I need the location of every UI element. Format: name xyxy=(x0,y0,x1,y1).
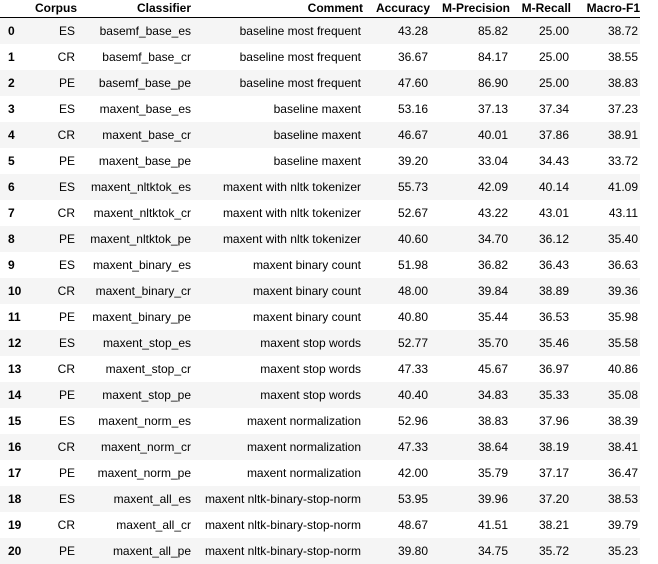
classifier-cell: maxent_all_pe xyxy=(79,538,193,564)
classifier-cell: maxent_binary_pe xyxy=(79,304,193,330)
classifier-cell: maxent_nltktok_es xyxy=(79,174,193,200)
m-precision-cell: 35.44 xyxy=(430,304,510,330)
classifier-cell: maxent_all_es xyxy=(79,486,193,512)
accuracy-cell: 53.16 xyxy=(363,96,430,122)
table-row xyxy=(0,278,640,304)
accuracy-cell: 39.80 xyxy=(363,538,430,564)
row-index: 14 xyxy=(0,382,35,408)
classifier-cell: maxent_nltktok_cr xyxy=(79,200,193,226)
table-row xyxy=(0,148,640,174)
accuracy-cell: 52.96 xyxy=(363,408,430,434)
m-precision-cell: 42.09 xyxy=(430,174,510,200)
table-row xyxy=(0,252,640,278)
m-precision-cell: 35.79 xyxy=(430,460,510,486)
corpus-cell: PE xyxy=(35,460,79,486)
macro-f1-cell: 43.11 xyxy=(571,200,640,226)
m-precision-cell: 43.22 xyxy=(430,200,510,226)
row-index: 19 xyxy=(0,512,35,538)
corpus-cell: CR xyxy=(35,278,79,304)
table-row xyxy=(0,434,640,460)
comment-cell: maxent stop words xyxy=(193,356,363,382)
classifier-cell: maxent_norm_cr xyxy=(79,434,193,460)
comment-cell: baseline most frequent xyxy=(193,44,363,70)
macro-f1-cell: 35.98 xyxy=(571,304,640,330)
accuracy-cell: 53.95 xyxy=(363,486,430,512)
comment-cell: baseline maxent xyxy=(193,122,363,148)
accuracy-cell: 48.67 xyxy=(363,512,430,538)
corpus-cell: PE xyxy=(35,148,79,174)
accuracy-cell: 43.28 xyxy=(363,18,430,45)
m-precision-cell: 34.70 xyxy=(430,226,510,252)
comment-cell: maxent nltk-binary-stop-norm xyxy=(193,486,363,512)
comment-cell: maxent with nltk tokenizer xyxy=(193,174,363,200)
comment-cell: maxent binary count xyxy=(193,278,363,304)
corpus-cell: CR xyxy=(35,122,79,148)
comment-cell: maxent nltk-binary-stop-norm xyxy=(193,538,363,564)
corpus-cell: ES xyxy=(35,18,79,45)
row-index: 16 xyxy=(0,434,35,460)
m-recall-cell: 37.86 xyxy=(510,122,571,148)
classifier-cell: basemf_base_cr xyxy=(79,44,193,70)
accuracy-cell: 39.20 xyxy=(363,148,430,174)
comment-cell: maxent nltk-binary-stop-norm xyxy=(193,512,363,538)
accuracy-cell: 42.00 xyxy=(363,460,430,486)
m-recall-cell: 40.14 xyxy=(510,174,571,200)
index-header xyxy=(0,0,35,18)
macro-f1-cell: 40.86 xyxy=(571,356,640,382)
table-row xyxy=(0,512,640,538)
m-precision-cell: 45.67 xyxy=(430,356,510,382)
corpus-cell: CR xyxy=(35,434,79,460)
row-index: 3 xyxy=(0,96,35,122)
macro-f1-cell: 35.58 xyxy=(571,330,640,356)
m-recall-cell: 37.34 xyxy=(510,96,571,122)
macro-f1-cell: 38.53 xyxy=(571,486,640,512)
table-row xyxy=(0,408,640,434)
corpus-cell: CR xyxy=(35,356,79,382)
classifier-cell: maxent_binary_es xyxy=(79,252,193,278)
m-recall-cell: 34.43 xyxy=(510,148,571,174)
corpus-cell: ES xyxy=(35,252,79,278)
row-index: 18 xyxy=(0,486,35,512)
comment-cell: maxent normalization xyxy=(193,434,363,460)
m-precision-cell: 38.83 xyxy=(430,408,510,434)
comment-cell: baseline most frequent xyxy=(193,18,363,45)
row-index: 0 xyxy=(0,18,35,45)
table-row xyxy=(0,226,640,252)
m-precision-cell: 37.13 xyxy=(430,96,510,122)
corpus-cell: ES xyxy=(35,96,79,122)
m-precision-header: M-Precision xyxy=(430,0,510,18)
m-recall-cell: 25.00 xyxy=(510,18,571,45)
macro-f1-cell: 38.41 xyxy=(571,434,640,460)
corpus-cell: PE xyxy=(35,538,79,564)
macro-f1-cell: 38.72 xyxy=(571,18,640,45)
accuracy-cell: 52.67 xyxy=(363,200,430,226)
classifier-cell: maxent_base_pe xyxy=(79,148,193,174)
m-precision-cell: 38.64 xyxy=(430,434,510,460)
comment-cell: maxent normalization xyxy=(193,408,363,434)
accuracy-cell: 48.00 xyxy=(363,278,430,304)
row-index: 12 xyxy=(0,330,35,356)
macro-f1-cell: 37.23 xyxy=(571,96,640,122)
row-index: 4 xyxy=(0,122,35,148)
table-row xyxy=(0,382,640,408)
table-row xyxy=(0,122,640,148)
corpus-cell: PE xyxy=(35,304,79,330)
table-row xyxy=(0,96,640,122)
classifier-cell: basemf_base_pe xyxy=(79,70,193,96)
table-row xyxy=(0,538,640,564)
corpus-cell: PE xyxy=(35,382,79,408)
macro-f1-cell: 38.83 xyxy=(571,70,640,96)
table-row xyxy=(0,304,640,330)
classifier-cell: maxent_norm_pe xyxy=(79,460,193,486)
accuracy-cell: 40.40 xyxy=(363,382,430,408)
comment-cell: maxent with nltk tokenizer xyxy=(193,200,363,226)
macro-f1-cell: 36.47 xyxy=(571,460,640,486)
corpus-cell: PE xyxy=(35,226,79,252)
m-recall-cell: 38.21 xyxy=(510,512,571,538)
accuracy-cell: 52.77 xyxy=(363,330,430,356)
m-recall-cell: 35.33 xyxy=(510,382,571,408)
comment-cell: maxent stop words xyxy=(193,330,363,356)
corpus-cell: ES xyxy=(35,486,79,512)
m-recall-header: M-Recall xyxy=(510,0,571,18)
accuracy-cell: 46.67 xyxy=(363,122,430,148)
macro-f1-cell: 38.55 xyxy=(571,44,640,70)
classifier-cell: maxent_binary_cr xyxy=(79,278,193,304)
table-row xyxy=(0,356,640,382)
m-precision-cell: 84.17 xyxy=(430,44,510,70)
accuracy-header: Accuracy xyxy=(363,0,430,18)
row-index: 17 xyxy=(0,460,35,486)
m-recall-cell: 38.19 xyxy=(510,434,571,460)
comment-header: Comment xyxy=(193,0,363,18)
table-body xyxy=(0,18,640,564)
accuracy-cell: 40.60 xyxy=(363,226,430,252)
accuracy-cell: 36.67 xyxy=(363,44,430,70)
m-precision-cell: 33.04 xyxy=(430,148,510,174)
m-recall-cell: 36.53 xyxy=(510,304,571,330)
corpus-cell: ES xyxy=(35,330,79,356)
macro-f1-cell: 38.91 xyxy=(571,122,640,148)
accuracy-cell: 47.60 xyxy=(363,70,430,96)
m-precision-cell: 36.82 xyxy=(430,252,510,278)
m-recall-cell: 43.01 xyxy=(510,200,571,226)
m-recall-cell: 37.96 xyxy=(510,408,571,434)
corpus-cell: CR xyxy=(35,512,79,538)
classifier-cell: maxent_stop_pe xyxy=(79,382,193,408)
m-precision-cell: 86.90 xyxy=(430,70,510,96)
row-index: 13 xyxy=(0,356,35,382)
row-index: 1 xyxy=(0,44,35,70)
comment-cell: maxent with nltk tokenizer xyxy=(193,226,363,252)
m-recall-cell: 36.97 xyxy=(510,356,571,382)
table-row xyxy=(0,330,640,356)
macro-f1-cell: 35.40 xyxy=(571,226,640,252)
table-row xyxy=(0,44,640,70)
m-precision-cell: 34.83 xyxy=(430,382,510,408)
m-recall-cell: 37.20 xyxy=(510,486,571,512)
row-index: 10 xyxy=(0,278,35,304)
comment-cell: baseline most frequent xyxy=(193,70,363,96)
m-recall-cell: 37.17 xyxy=(510,460,571,486)
m-recall-cell: 38.89 xyxy=(510,278,571,304)
m-precision-cell: 85.82 xyxy=(430,18,510,45)
m-recall-cell: 36.12 xyxy=(510,226,571,252)
accuracy-cell: 40.80 xyxy=(363,304,430,330)
m-precision-cell: 41.51 xyxy=(430,512,510,538)
m-recall-cell: 35.46 xyxy=(510,330,571,356)
table-row xyxy=(0,18,640,45)
m-precision-cell: 40.01 xyxy=(430,122,510,148)
row-index: 7 xyxy=(0,200,35,226)
row-index: 20 xyxy=(0,538,35,564)
row-index: 5 xyxy=(0,148,35,174)
classifier-cell: maxent_base_cr xyxy=(79,122,193,148)
row-index: 2 xyxy=(0,70,35,96)
comment-cell: maxent stop words xyxy=(193,382,363,408)
accuracy-cell: 51.98 xyxy=(363,252,430,278)
corpus-cell: CR xyxy=(35,200,79,226)
comment-cell: baseline maxent xyxy=(193,148,363,174)
classifier-cell: maxent_stop_cr xyxy=(79,356,193,382)
corpus-cell: ES xyxy=(35,408,79,434)
corpus-header: Corpus xyxy=(35,0,79,18)
macro-f1-cell: 35.08 xyxy=(571,382,640,408)
corpus-cell: PE xyxy=(35,70,79,96)
macro-f1-cell: 38.39 xyxy=(571,408,640,434)
row-index: 6 xyxy=(0,174,35,200)
table-row xyxy=(0,70,640,96)
macro-f1-cell: 39.36 xyxy=(571,278,640,304)
m-recall-cell: 25.00 xyxy=(510,70,571,96)
corpus-cell: CR xyxy=(35,44,79,70)
row-index: 11 xyxy=(0,304,35,330)
table-row xyxy=(0,200,640,226)
corpus-cell: ES xyxy=(35,174,79,200)
accuracy-cell: 47.33 xyxy=(363,434,430,460)
m-recall-cell: 35.72 xyxy=(510,538,571,564)
comment-cell: baseline maxent xyxy=(193,96,363,122)
table-row xyxy=(0,486,640,512)
classifier-cell: basemf_base_es xyxy=(79,18,193,45)
comment-cell: maxent normalization xyxy=(193,460,363,486)
row-index: 15 xyxy=(0,408,35,434)
classifier-header: Classifier xyxy=(79,0,193,18)
row-index: 8 xyxy=(0,226,35,252)
comment-cell: maxent binary count xyxy=(193,304,363,330)
table-header xyxy=(0,0,640,18)
classifier-cell: maxent_base_es xyxy=(79,96,193,122)
m-recall-cell: 36.43 xyxy=(510,252,571,278)
classifier-cell: maxent_norm_es xyxy=(79,408,193,434)
macro-f1-cell: 33.72 xyxy=(571,148,640,174)
macro-f1-cell: 35.23 xyxy=(571,538,640,564)
macro-f1-cell: 39.79 xyxy=(571,512,640,538)
accuracy-cell: 55.73 xyxy=(363,174,430,200)
comment-cell: maxent binary count xyxy=(193,252,363,278)
macro-f1-cell: 41.09 xyxy=(571,174,640,200)
accuracy-cell: 47.33 xyxy=(363,356,430,382)
m-precision-cell: 39.84 xyxy=(430,278,510,304)
row-index: 9 xyxy=(0,252,35,278)
classifier-cell: maxent_all_cr xyxy=(79,512,193,538)
table-row xyxy=(0,174,640,200)
m-precision-cell: 39.96 xyxy=(430,486,510,512)
macro-f1-header: Macro-F1 xyxy=(571,0,640,18)
classifier-cell: maxent_stop_es xyxy=(79,330,193,356)
m-precision-cell: 34.75 xyxy=(430,538,510,564)
classifier-cell: maxent_nltktok_pe xyxy=(79,226,193,252)
macro-f1-cell: 36.63 xyxy=(571,252,640,278)
m-precision-cell: 35.70 xyxy=(430,330,510,356)
m-recall-cell: 25.00 xyxy=(510,44,571,70)
table-row xyxy=(0,460,640,486)
